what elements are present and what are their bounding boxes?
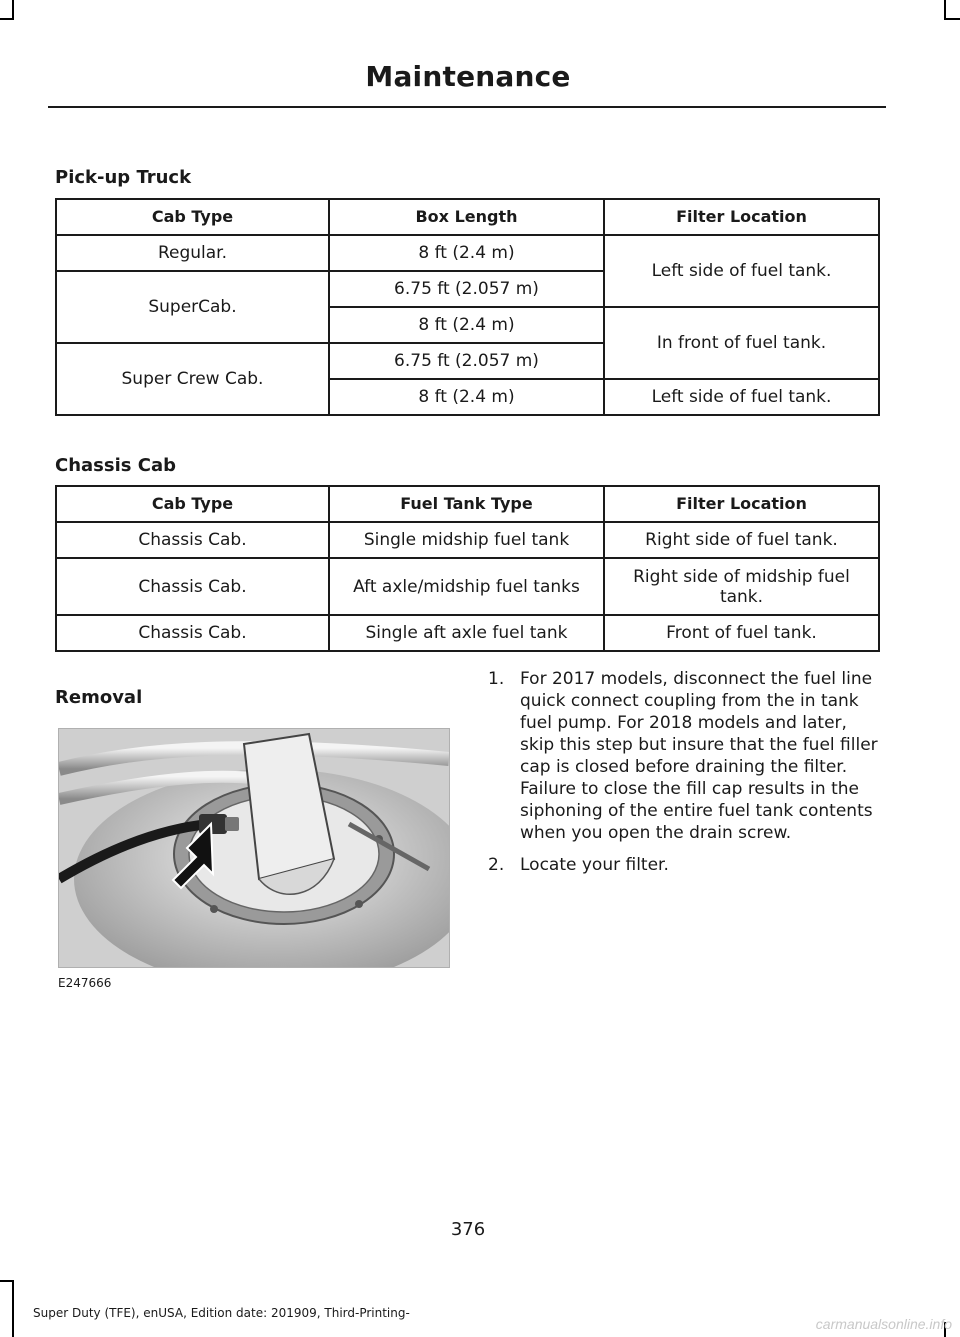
table-header-row — [56, 199, 879, 235]
step-text: For 2017 models, disconnect the fuel line quick connect coupling from the in tank fuel pump. For 2018 models and later, skip this step but insure that the fuel filler cap is closed before draining the filter. Failure to close the fill cap results in the siphoning of the entire fuel tank contents when you open the drain screw. — [520, 669, 878, 843]
filter-location-cell: In front of fuel tank. — [604, 307, 879, 379]
filter-location-cell: Right side of midship fuel tank. — [604, 558, 879, 615]
step-number: 1. — [488, 669, 505, 689]
cab-type-cell: Regular. — [56, 235, 329, 271]
table-row — [56, 522, 879, 558]
crop-mark — [12, 1280, 14, 1337]
step-number: 2. — [488, 855, 505, 875]
removal-steps — [488, 668, 880, 886]
fuel-pump-illustration — [58, 728, 450, 968]
box-length-cell: 8 ft (2.4 m) — [329, 379, 604, 415]
step-text: Locate your filter. — [520, 855, 669, 875]
fuel-tank-type-cell: Single midship fuel tank — [329, 522, 604, 558]
filter-location-cell: Left side of fuel tank. — [604, 379, 879, 415]
crop-mark — [944, 18, 960, 20]
table-header-row — [56, 486, 879, 522]
table-row — [56, 615, 879, 651]
column-header: Cab Type — [56, 199, 329, 235]
box-length-cell: 6.75 ft (2.057 m) — [329, 343, 604, 379]
cab-type-cell: Super Crew Cab. — [56, 343, 329, 415]
edition-footer: Super Duty (TFE), enUSA, Edition date: 201909, Third-Printing- — [33, 1306, 410, 1320]
pickup-filter-table — [55, 198, 880, 416]
cab-type-cell: Chassis Cab. — [56, 558, 329, 615]
crop-mark — [944, 0, 946, 18]
box-length-cell: 8 ft (2.4 m) — [329, 307, 604, 343]
fuel-pump-drawing — [59, 729, 449, 967]
pickup-section-title: Pick-up Truck — [55, 167, 192, 188]
filter-location-cell: Left side of fuel tank. — [604, 235, 879, 307]
list-item — [488, 668, 880, 844]
table-row — [56, 235, 879, 271]
chassis-section-title: Chassis Cab — [55, 455, 176, 476]
cab-type-cell: Chassis Cab. — [56, 522, 329, 558]
header-divider — [48, 106, 886, 108]
cab-type-cell: Chassis Cab. — [56, 615, 329, 651]
column-header: Box Length — [329, 199, 604, 235]
removal-section-title: Removal — [55, 687, 143, 708]
filter-location-cell: Front of fuel tank. — [604, 615, 879, 651]
watermark: carmanualsonline.info — [815, 1316, 952, 1332]
column-header: Filter Location — [604, 486, 879, 522]
fuel-tank-type-cell: Single aft axle fuel tank — [329, 615, 604, 651]
column-header: Fuel Tank Type — [329, 486, 604, 522]
column-header: Cab Type — [56, 486, 329, 522]
page-number: 376 — [450, 1219, 486, 1240]
fuel-tank-type-cell: Aft axle/midship fuel tanks — [329, 558, 604, 615]
cab-type-cell: SuperCab. — [56, 271, 329, 343]
box-length-cell: 6.75 ft (2.057 m) — [329, 271, 604, 307]
column-header: Filter Location — [604, 199, 879, 235]
crop-mark — [12, 0, 14, 18]
list-item — [488, 854, 880, 876]
table-row — [56, 558, 879, 615]
crop-mark — [0, 18, 14, 20]
crop-mark — [0, 1280, 14, 1282]
page-title: Maintenance — [365, 60, 571, 93]
figure-label: E247666 — [58, 976, 112, 990]
filter-location-cell: Right side of fuel tank. — [604, 522, 879, 558]
box-length-cell: 8 ft (2.4 m) — [329, 235, 604, 271]
chassis-filter-table — [55, 485, 880, 652]
